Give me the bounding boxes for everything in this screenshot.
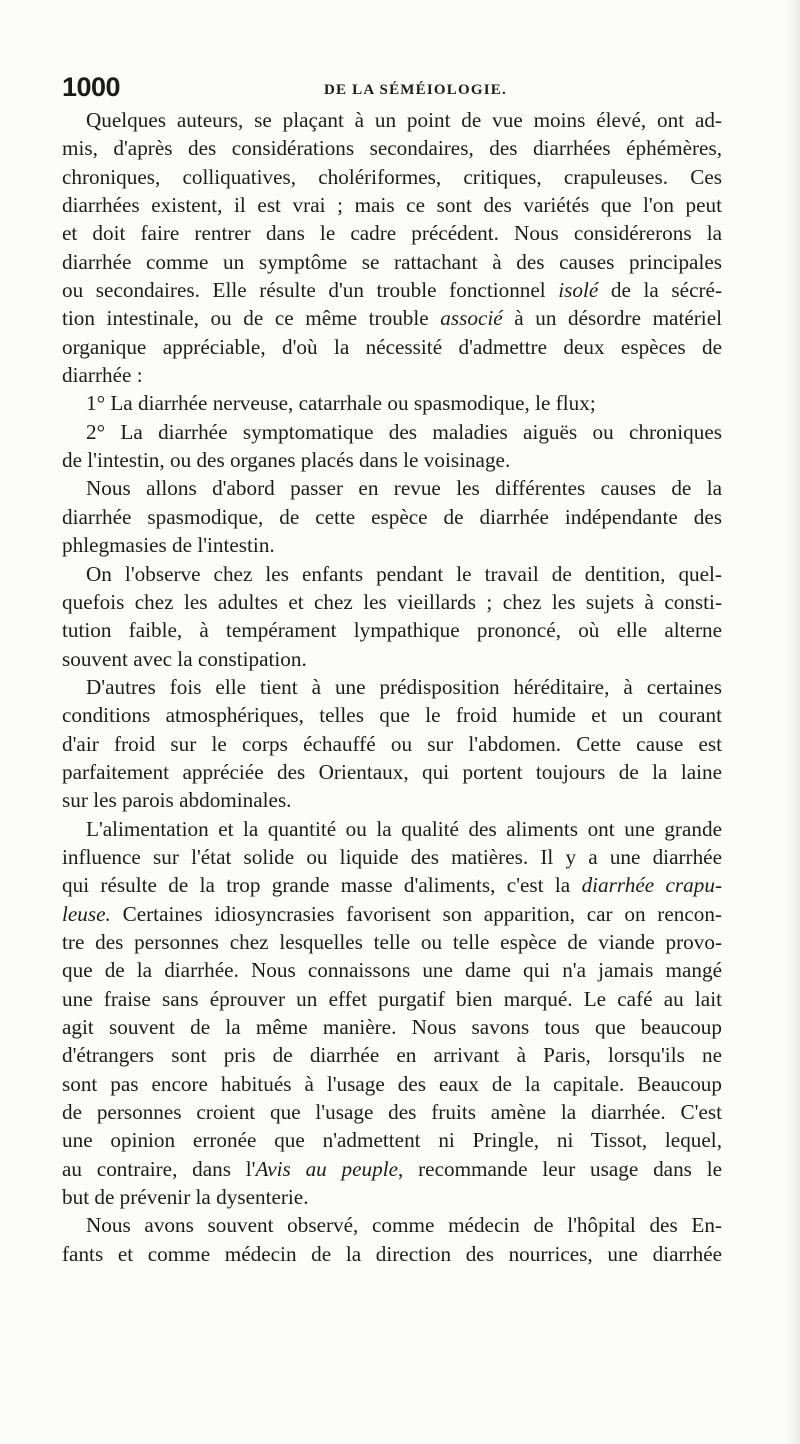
text-line: agit souvent de la même manière. Nous savons tous que beaucoup xyxy=(62,1015,722,1039)
page-header xyxy=(62,72,722,106)
paragraph xyxy=(62,474,722,559)
text-line: fants et comme médecin de la direction des nourrices, une diarrhée xyxy=(62,1241,722,1266)
text-line: d'étrangers sont pris de diarrhée en arrivant à Paris, lorsqu'ils ne xyxy=(62,1043,722,1068)
text-line: qui résulte de la trop grande masse d'aliments, c'est la diarrhée crapu- xyxy=(62,873,722,898)
text-line: au contraire, dans l'Avis au peuple, recommande leur usage dans le xyxy=(62,1156,722,1181)
text-line: chroniques, colliquatives, cholériformes, critiques, crapuleuses. Ces xyxy=(62,164,722,189)
text-line: ou secondaires. Elle résulte d'un trouble fonctionnel isolé de la sécré- xyxy=(62,278,722,303)
paragraph xyxy=(62,1211,722,1268)
text-line: tion intestinale, ou de ce même trouble associé à un désordre matériel xyxy=(62,306,722,331)
text-line: Nous avons souvent observé, comme médecin de l'hôpital des En- xyxy=(86,1213,722,1238)
paragraph xyxy=(62,673,722,815)
paragraph xyxy=(62,815,722,1212)
paragraph xyxy=(62,106,722,389)
text-line: D'autres fois elle tient à une prédisposition héréditaire, à certaines xyxy=(86,674,722,699)
text-line: d'air froid sur le corps échauffé ou sur l'abdomen. Cette cause est xyxy=(62,731,722,756)
text-line: diarrhée spasmodique, de cette espèce de diarrhée indépendante des xyxy=(62,504,722,529)
paragraph xyxy=(62,418,722,475)
page-number: 1000 xyxy=(62,72,121,102)
paragraph xyxy=(62,389,722,417)
text-line: tre des personnes chez lesquelles telle ou telle espèce de viande provo- xyxy=(62,929,722,954)
text-line: que de la diarrhée. Nous connaissons une dame qui n'a jamais mangé xyxy=(62,958,722,983)
text-line: sont pas encore habitués à l'usage des eaux de la capitale. Beaucoup xyxy=(62,1071,722,1096)
text-line: 2° La diarrhée symptomatique des maladies aiguës ou chroniques xyxy=(86,419,722,444)
text-line: diarrhée : xyxy=(62,363,143,388)
text-line: L'alimentation et la quantité ou la qualité des aliments ont une grande xyxy=(86,816,722,841)
body-text xyxy=(62,106,722,1268)
text-line: une fraise sans éprouver un effet purgatif bien marqué. Le café au lait xyxy=(62,986,722,1011)
text-line: leuse. Certaines idiosyncrasies favorisent son apparition, car on rencon- xyxy=(62,901,722,926)
text-line: 1° La diarrhée nerveuse, catarrhale ou spasmodique, le flux; xyxy=(86,391,596,416)
text-line: tution faible, à tempérament lympathique prononcé, où elle alterne xyxy=(62,618,722,643)
text-line: organique appréciable, d'où la nécessité d'admettre deux espèces de xyxy=(62,334,722,359)
text-line: sur les parois abdominales. xyxy=(62,788,292,813)
text-line: influence sur l'état solide ou liquide des matières. Il y a une diarrhée xyxy=(62,844,722,869)
text-line: Nous allons d'abord passer en revue les différentes causes de la xyxy=(86,476,722,501)
text-line: Quelques auteurs, se plaçant à un point de vue moins élevé, ont ad- xyxy=(86,108,722,132)
text-line: phlegmasies de l'intestin. xyxy=(62,533,275,558)
text-line: On l'observe chez les enfants pendant le travail de dentition, quel- xyxy=(86,561,722,586)
text-line: de personnes croient que l'usage des fruits amène la diarrhée. C'est xyxy=(62,1100,722,1125)
text-line: de l'intestin, ou des organes placés dans le voisinage. xyxy=(62,448,511,473)
text-line: mis, d'après des considérations secondaires, des diarrhées éphémères, xyxy=(62,136,722,161)
text-line: diarrhées existent, il est vrai ; mais ce sont des variétés que l'on peut xyxy=(62,193,722,218)
paragraph xyxy=(62,560,722,673)
text-line: conditions atmosphériques, telles que le froid humide et un courant xyxy=(62,703,722,728)
text-line: but de prévenir la dysenterie. xyxy=(62,1185,309,1210)
text-line: quefois chez les adultes et chez les vieillards ; chez les sujets à consti- xyxy=(62,589,722,614)
page-edge-shadow xyxy=(786,0,800,1444)
text-line: diarrhée comme un symptôme se rattachant à des causes principales xyxy=(62,249,722,274)
text-line: une opinion erronée que n'admettent ni Pringle, ni Tissot, lequel, xyxy=(62,1128,722,1153)
text-line: et doit faire rentrer dans le cadre précédent. Nous considérerons la xyxy=(62,221,722,246)
text-line: parfaitement appréciée des Orientaux, qui portent toujours de la laine xyxy=(62,759,722,784)
text-line: souvent avec la constipation. xyxy=(62,646,307,671)
running-head: DE LA SÉMÉIOLOGIE. xyxy=(324,82,507,98)
